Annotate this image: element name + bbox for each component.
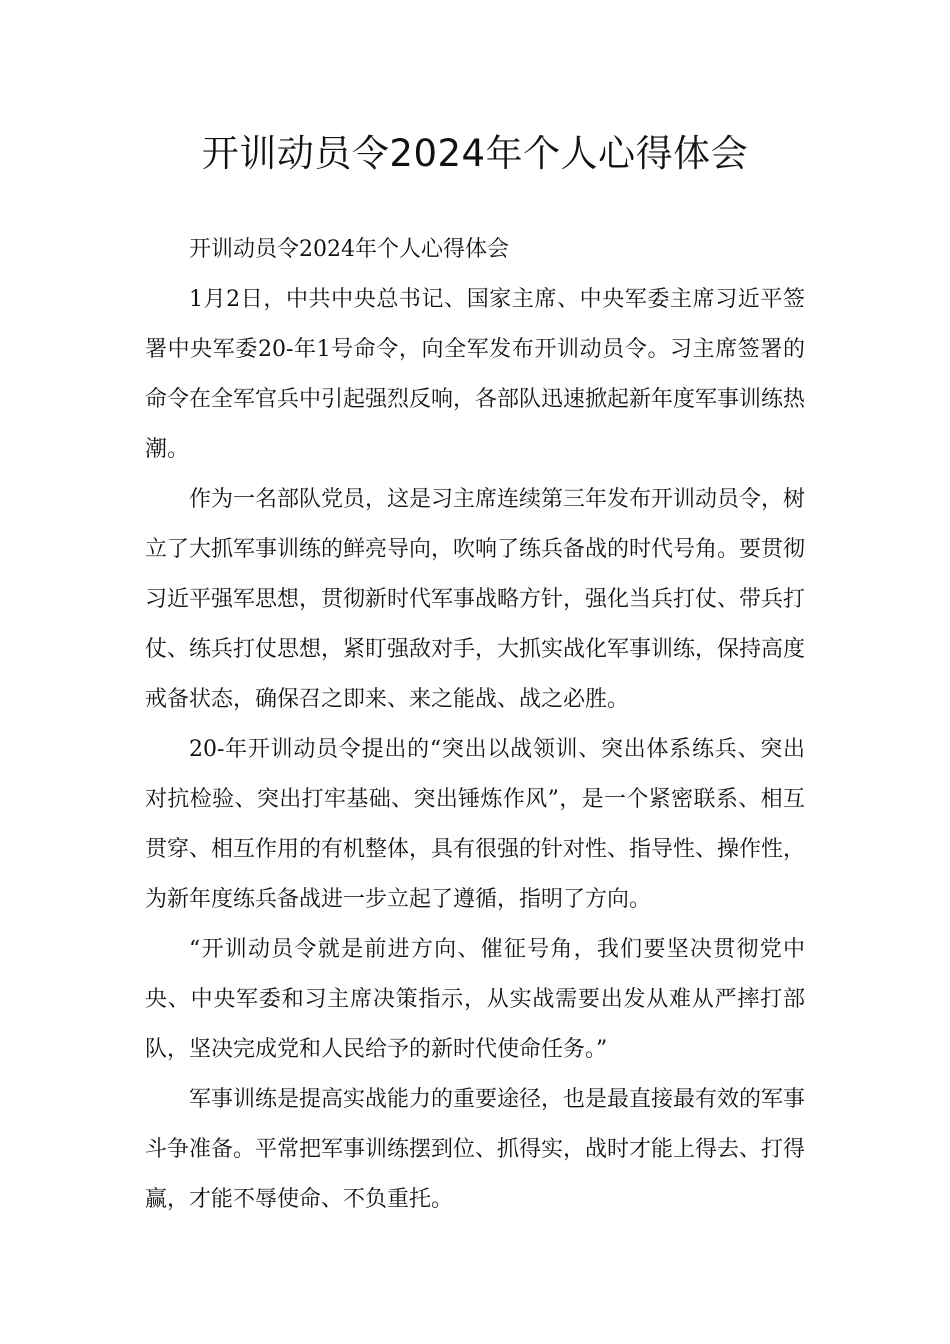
paragraph: 军事训练是提高实战能力的重要途径，也是最直接最有效的军事斗争准备。平常把军事训练摆到位、抓得实，战时才能上得去、打得赢，才能不辱使命、不负重托。 [145, 1087, 806, 1212]
document-title: 开训动员令2024年个人心得体会 [201, 132, 749, 175]
paragraph: 1月2日，中共中央总书记、国家主席、中央军委主席习近平签署中央军委20-年1号命令，向全军发布开训动员令。习主席签署的命令在全军官兵中引起强烈反响，各部队迅速掀起新年度军事训练热潮。 [145, 287, 806, 462]
paragraph: 20-年开训动员令提出的“突出以战领训、突出体系练兵、突出对抗检验、突出打牢基础、突出锤炼作风”，是一个紧密联系、相互贯穿、相互作用的有机整体，具有很强的针对性、指导性、操作性，为新年度练兵备战进一步立起了遵循，指明了方向。 [145, 737, 806, 912]
paragraph: 作为一名部队党员，这是习主席连续第三年发布开训动员令，树立了大抓军事训练的鲜亮导向，吹响了练兵备战的时代号角。要贯彻习近平强军思想，贯彻新时代军事战略方针，强化当兵打仗、带兵打仗、练兵打仗思想，紧盯强敌对手，大抓实战化军事训练，保持高度戒备状态，确保召之即来、来之能战、战之必胜。 [145, 487, 806, 712]
paragraph-quote: “开训动员令就是前进方向、催征号角，我们要坚决贯彻党中央、中央军委和习主席决策指示，从实战需要出发从难从严摔打部队，坚决完成党和人民给予的新时代使命任务。” [145, 937, 805, 1062]
paragraph-subtitle: 开训动员令2024年个人心得体会 [189, 237, 509, 262]
document-body [145, 225, 805, 1225]
